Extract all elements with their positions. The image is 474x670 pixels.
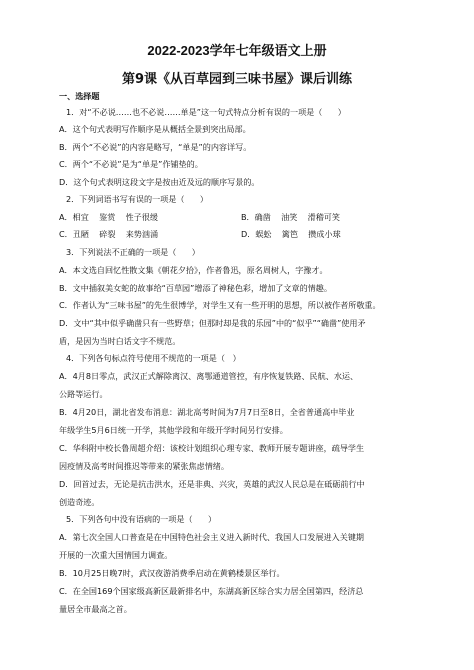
question-2-option-d: D．蜈蚣 篱笆 攒成小球	[241, 229, 341, 239]
question-4-option-a: A．4月8日零点，武汉正式解除离汉、离鄂通道管控，有序恢复铁路、民航、水运、	[59, 371, 359, 381]
question-5-option-a-cont: 开展的一次重大国情国力调查。	[59, 550, 173, 560]
question-5-option-c-cont: 量居全市最高之首。	[59, 604, 132, 614]
question-4-option-a-cont: 公路等运行。	[59, 389, 108, 399]
question-2-option-c: C．丑陋 碎裂 来势汹涌	[59, 229, 159, 239]
question-1-option-d: D．这个句式表明这段文字是按由近及远的顺序写景的。	[59, 177, 260, 187]
question-3-option-d: D．文中“其中似乎确凿只有一些野草；但那时却是我的乐园”中的“似乎”“确凿”使用矛	[59, 318, 366, 328]
question-4-option-d-cont: 创造奇迹。	[59, 497, 100, 507]
question-3-option-d-cont: 盾，是因为当时白话文字不规范。	[59, 336, 181, 346]
question-3-stem: 3．下列说法不正确的一项是（ ）	[66, 247, 200, 257]
section-heading: 一、选择题	[59, 91, 100, 101]
question-3-option-a: A．本文选自回忆性散文集《朝花夕拾》，作者鲁迅，原名周树人，字豫才。	[59, 265, 328, 275]
document-title: 2022-2023学年七年级语文上册	[147, 43, 327, 58]
question-5-option-c: C．在全国169个国家级高新区最新排名中，东湖高新区综合实力居全国第四，经济总	[59, 586, 364, 596]
question-4-option-c: C．华科附中校长鲁周超介绍：该校计划组织心理专家、教师开展专题讲座，疏导学生	[59, 443, 365, 453]
question-5-stem: 5．下列各句中没有语病的一项是（ ）	[66, 514, 217, 524]
question-4-stem: 4．下列各句标点符号使用不规范的一项是（ ）	[66, 353, 241, 363]
question-2-option-a: A．相宜 鉴赏 性子很缓	[59, 212, 158, 222]
question-4-option-d: D．回首过去，无论是抗击洪水，还是非典、兴灾，英雄的武汉人民总是在砥砺前行中	[59, 479, 365, 489]
question-5-option-a: A．第七次全国人口普查是在中国特色社会主义进入新时代、我国人口发展进入关键期	[59, 532, 365, 542]
question-1-stem: 1．对“不必说……也不必说……单是”这一句式特点分析有误的一项是（ ）	[66, 107, 346, 117]
question-1-option-c: C．两个“不必说”是为“单是”作铺垫的。	[59, 159, 203, 169]
question-3-option-c: C．作者认为“三味书屋”的先生很博学，对学生又有一些开明的思想，所以被作者所敬重。	[59, 300, 381, 310]
document-subtitle: 第9课《从百草园到三味书屋》课后训练	[121, 72, 353, 87]
question-2-option-b: B．确凿 油笑 滑稽可笑	[241, 212, 340, 222]
question-3-option-b: B．文中插叙美女蛇的故事给“百草园”增添了神秘色彩，增加了文章的情趣。	[59, 283, 332, 293]
question-4-option-b: B．4月20日，湖北省发布消息：湖北高考时间为7月7日至8日，全省普通高中毕业	[59, 407, 355, 417]
question-1-option-b: B．两个“不必说”的内容是略写，“单是”的内容详写。	[59, 142, 252, 152]
question-5-option-b: B．10月25日晚7时，武汉夜游消费季启动在黄鹤楼景区举行。	[59, 568, 285, 578]
question-4-option-b-cont: 年级学生5月6日统一开学，其他学段和年级开学时间另行安排。	[59, 425, 288, 435]
question-1-option-a: A．这个句式表明写作顺序是从概括全景到突出局部。	[59, 124, 251, 134]
question-2-stem: 2．下列词语书写有误的一项是（ ）	[66, 194, 208, 204]
question-4-option-c-cont: 因疫情及高考时间推迟等带来的紧张焦虑情绪。	[59, 461, 229, 471]
